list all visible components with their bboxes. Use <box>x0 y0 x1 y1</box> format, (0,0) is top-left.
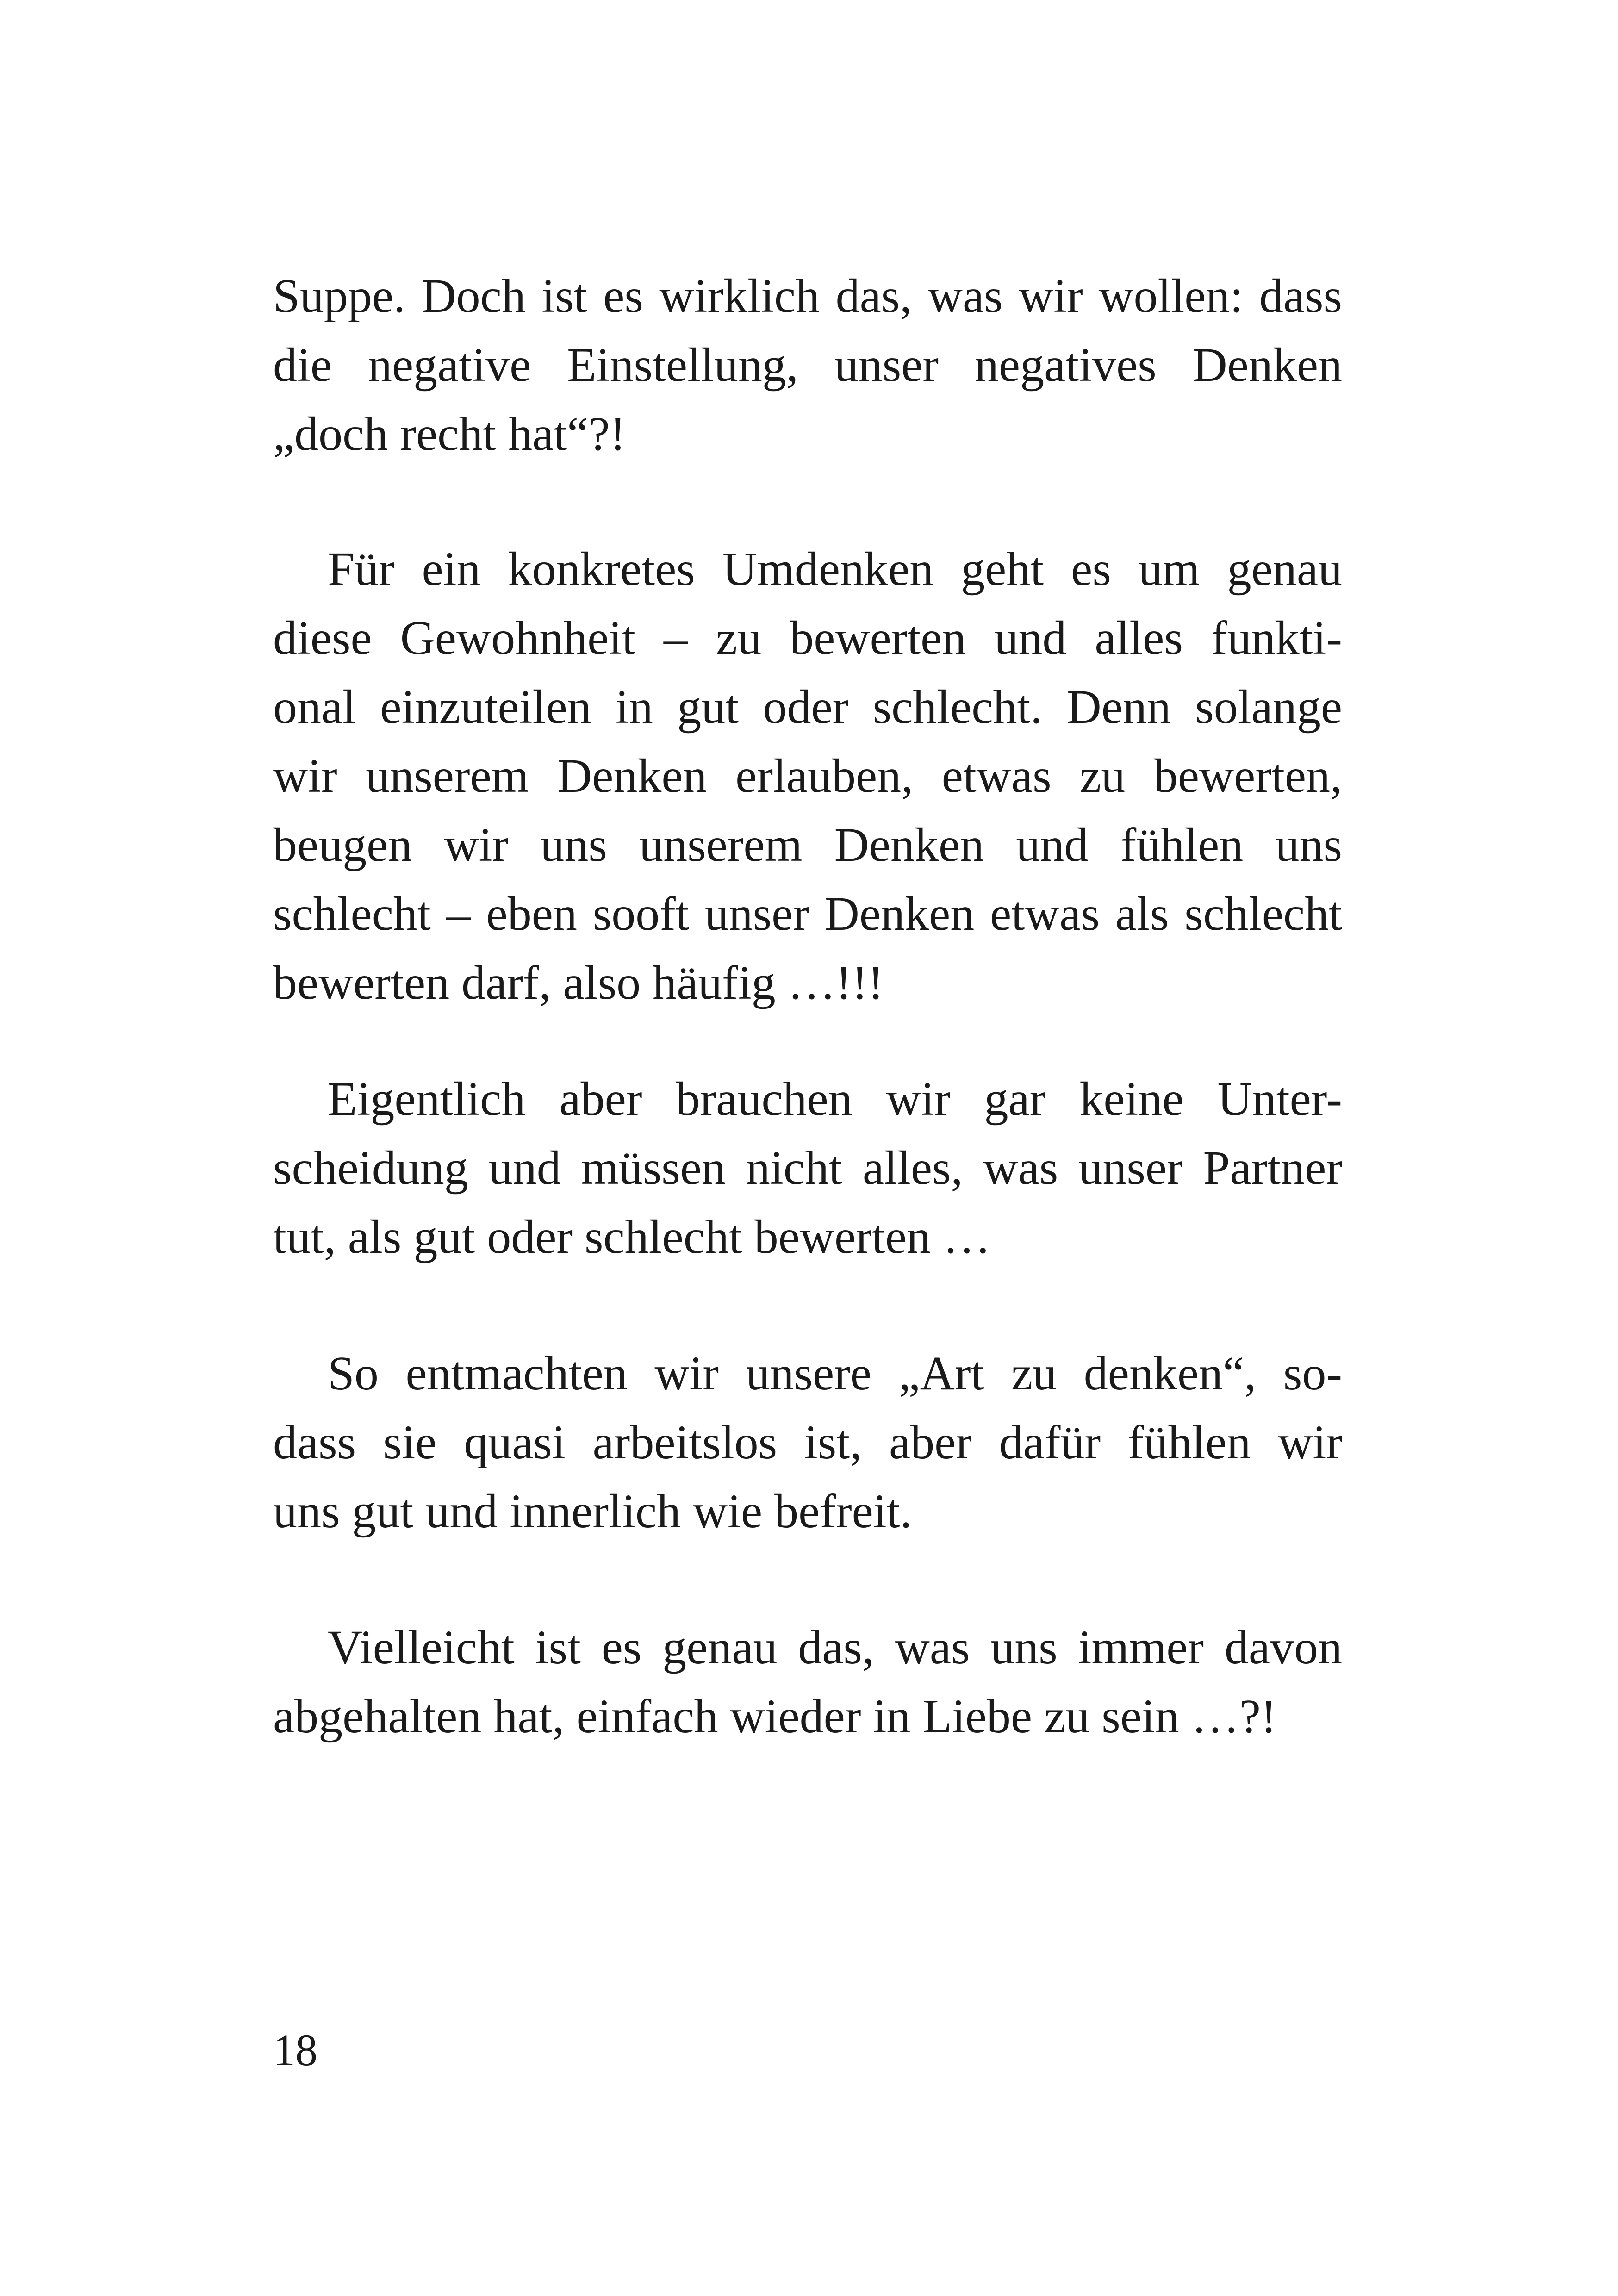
text-line: tut, als gut oder schlecht bewerten … <box>273 1210 991 1263</box>
text-line: wir unserem Denken erlauben, etwas zu bewerten, <box>273 749 1342 803</box>
paragraph-2 <box>273 535 1342 1017</box>
text-line: onal einzuteilen in gut oder schlecht. Denn solange <box>273 680 1342 734</box>
paragraph-5 <box>273 1613 1342 1751</box>
text-line: diese Gewohnheit – zu bewerten und alles funkti- <box>273 611 1342 665</box>
text-line: „doch recht hat“?! <box>273 407 626 460</box>
text-line: Suppe. Doch ist es wirklich das, was wir wollen: dass <box>273 269 1342 323</box>
text-line: beugen wir uns unserem Denken und fühlen uns <box>273 818 1342 871</box>
text-line: schlecht – eben sooft unser Denken etwas als schlecht <box>273 887 1342 940</box>
text-line: uns gut und innerlich wie befreit. <box>273 1485 912 1538</box>
text-line: Für ein konkretes Umdenken geht es um genau <box>328 542 1342 596</box>
paragraph-1 <box>273 261 1342 468</box>
page-number: 18 <box>273 2025 317 2075</box>
text-line: Vielleicht ist es genau das, was uns immer davon <box>328 1621 1342 1674</box>
text-line: So entmachten wir unsere „Art zu denken“, so- <box>328 1347 1342 1400</box>
text-line: die negative Einstellung, unser negatives Denken <box>273 338 1342 392</box>
text-line: Eigentlich aber brauchen wir gar keine Unter- <box>328 1072 1342 1126</box>
paragraph-4 <box>273 1339 1342 1546</box>
text-line: abgehalten hat, einfach wieder in Liebe zu sein …?! <box>273 1690 1277 1743</box>
paragraph-3 <box>273 1064 1342 1271</box>
text-line: scheidung und müssen nicht alles, was unser Partner <box>273 1141 1342 1195</box>
text-line: dass sie quasi arbeitslos ist, aber dafür fühlen wir <box>273 1416 1342 1469</box>
text-line: bewerten darf, also häufig …!!! <box>273 956 884 1009</box>
